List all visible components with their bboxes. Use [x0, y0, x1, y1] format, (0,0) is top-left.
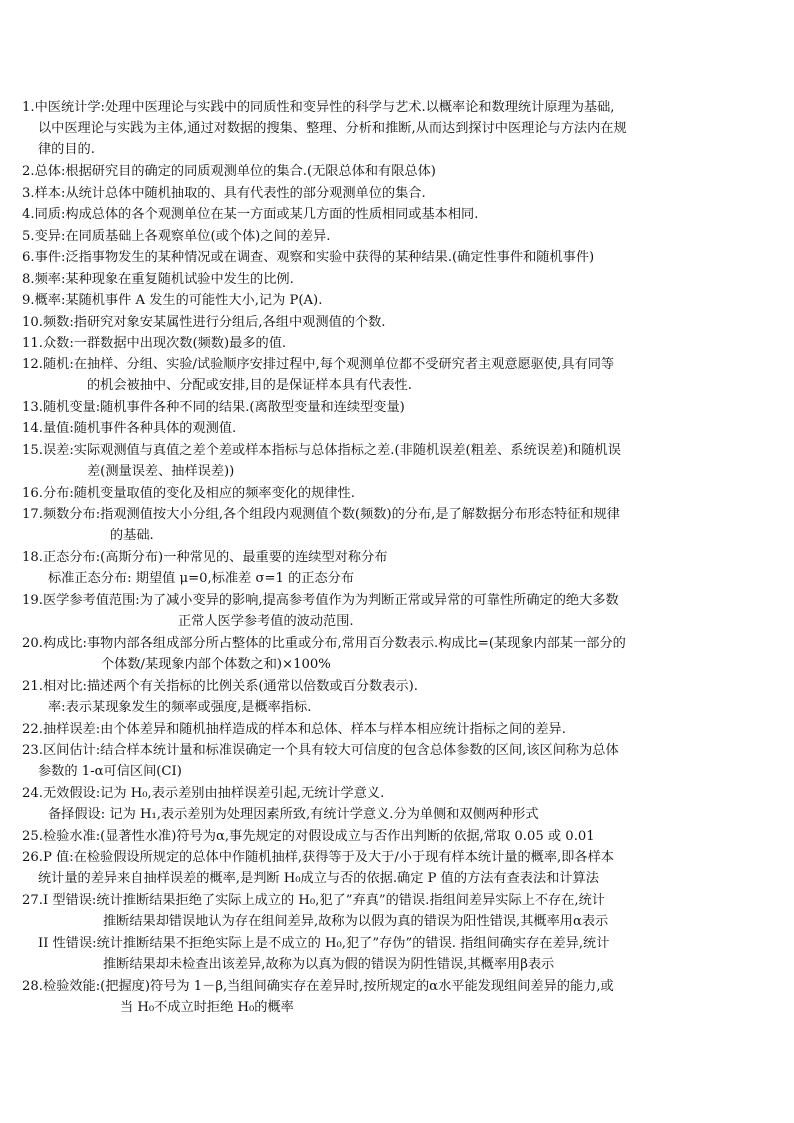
text-line: 标准正态分布: 期望值 μ=0,标准差 σ=1 的正态分布 — [48, 571, 355, 586]
text-line: 13.随机变量:随机事件各种不同的结果.(离散型变量和连续型变量) — [22, 400, 405, 415]
text-line: 5.变异:在同质基础上各观察单位(或个体)之间的差异. — [22, 229, 331, 244]
text-line: 统计量的差异来自抽样误差的概率,是判断 H₀成立与否的依据.确定 P 值的方法有查表法和计算法 — [38, 871, 599, 886]
text-line: 16.分布:随机变量取值的变化及相应的频率变化的规律性. — [22, 486, 355, 501]
text-line: 个体数/某现象内部个体数之和)×100% — [101, 657, 331, 672]
text-line: 24.无效假设:记为 H₀,表示差别由抽样误差引起,无统计学意义. — [22, 786, 385, 801]
text-line: 15.误差:实际观测值与真值之差个差或样本指标与总体指标之差.(非随机误差(粗差、系统误差)和随机误 — [22, 443, 621, 458]
text-line: 14.量值:随机事件各种具体的观测值. — [22, 421, 237, 436]
text-line: 以中医理论与实践为主体,通过对数据的搜集、整理、分析和推断,从而达到探讨中医理论与方法内在规 — [38, 121, 627, 136]
text-line: II 性错误:统计推断结果不拒绝实际上是不成立的 H₀,犯了”存伪”的错误. 指组间确实存在差异,统计 — [38, 936, 610, 951]
text-line: 差(测量误差、抽样误差)) — [87, 464, 235, 479]
text-line: 6.事件:泛指事物发生的某种情况或在调查、观察和实验中获得的某种结果.(确定性事件和随机事件) — [22, 250, 595, 265]
text-line: 4.同质:构成总体的各个观测单位在某一方面或某几方面的性质相同或基本相同. — [22, 207, 479, 222]
text-line: 8.频率:某种现象在重复随机试验中发生的比例. — [22, 272, 294, 287]
text-line: 的机会被抽中、分配或安排,目的是保证样本具有代表性. — [87, 378, 412, 393]
text-line: 9.概率:某随机事件 A 发生的可能性大小,记为 P(A). — [22, 293, 323, 308]
text-line: 参数的 1-α可信区间(CI) — [38, 764, 182, 779]
text-line: 的基础. — [110, 528, 154, 543]
text-line: 推断结果却未检查出该差异,故称为以真为假的错误为阴性错误,其概率用β表示 — [103, 957, 555, 972]
text-line: 10.频数:指研究对象安某属性进行分组后,各组中观测值的个数. — [22, 315, 386, 330]
text-line: 3.样本:从统计总体中随机抽取的、具有代表性的部分观测单位的集合. — [22, 186, 426, 201]
text-line: 1.中医统计学:处理中医理论与实践中的同质性和变异性的科学与艺术.以概率论和数理统计原理为基础, — [22, 100, 615, 115]
text-line: 28.检验效能:(把握度)符号为 1－β,当组间确实存在差异时,按所规定的α水平能发现组间差异的能力,或 — [22, 979, 614, 994]
text-line: 推断结果却错误地认为存在组间差异,故称为以假为真的错误为阳性错误,其概率用α表示 — [103, 914, 609, 929]
text-line: 21.相对比:描述两个有关指标的比例关系(通常以倍数或百分数表示). — [22, 679, 418, 694]
text-line: 22.抽样误差:由个体差异和随机抽样造成的样本和总体、样本与样本相应统计指标之间的差异. — [22, 722, 566, 737]
text-line: 25.检验水准:(显著性水准)符号为α,事先规定的对假设成立与否作出判断的依据,常取 0.05 或 0.01 — [22, 829, 595, 844]
text-line: 11.众数:一群数据中出现次数(频数)最多的值. — [22, 336, 287, 351]
text-line: 律的目的. — [38, 142, 95, 157]
text-line: 备择假设: 记为 H₁,表示差别为处理因素所致,有统计学意义.分为单侧和双侧两种形式 — [48, 807, 539, 822]
text-line: 26.P 值:在检验假设所规定的总体中作随机抽样,获得等于及大于/小于现有样本统计量的概率,即各样本 — [22, 850, 614, 865]
text-line: 20.构成比:事物内部各组成部分所占整体的比重或分布,常用百分数表示.构成比=(某现象内部某一部分的 — [22, 636, 626, 651]
text-line: 正常人医学参考值的波动范围. — [178, 614, 354, 629]
text-line: 18.正态分布:(高斯分布)一种常见的、最重要的连续型对称分布 — [22, 550, 388, 565]
text-line: 率:表示某现象发生的频率或强度,是概率指标. — [48, 700, 312, 715]
text-line: 17.频数分布:指观测值按大小分组,各个组段内观测值个数(频数)的分布,是了解数据分布形态特征和规律 — [22, 507, 620, 522]
text-line: 27.I 型错误:统计推断结果拒绝了实际上成立的 H₀,犯了”弃真”的错误.指组间差异实际上不存在,统计 — [22, 893, 605, 908]
text-line: 2.总体:根据研究目的确定的同质观测单位的集合.(无限总体和有限总体) — [22, 164, 436, 179]
text-line: 19.医学参考值范围:为了减小变异的影响,提高参考值作为为判断正常或异常的可靠性所确定的绝大多数 — [22, 593, 619, 608]
text-line: 23.区间估计:结合样本统计量和标准误确定一个具有较大可信度的包含总体参数的区间,该区间称为总体 — [22, 743, 619, 758]
text-line: 当 H₀不成立时拒绝 H₀的概率 — [120, 1000, 294, 1015]
text-line: 12.随机:在抽样、分组、实验/试验顺序安排过程中,每个观测单位都不受研究者主观意愿驱使,具有同等 — [22, 357, 615, 372]
